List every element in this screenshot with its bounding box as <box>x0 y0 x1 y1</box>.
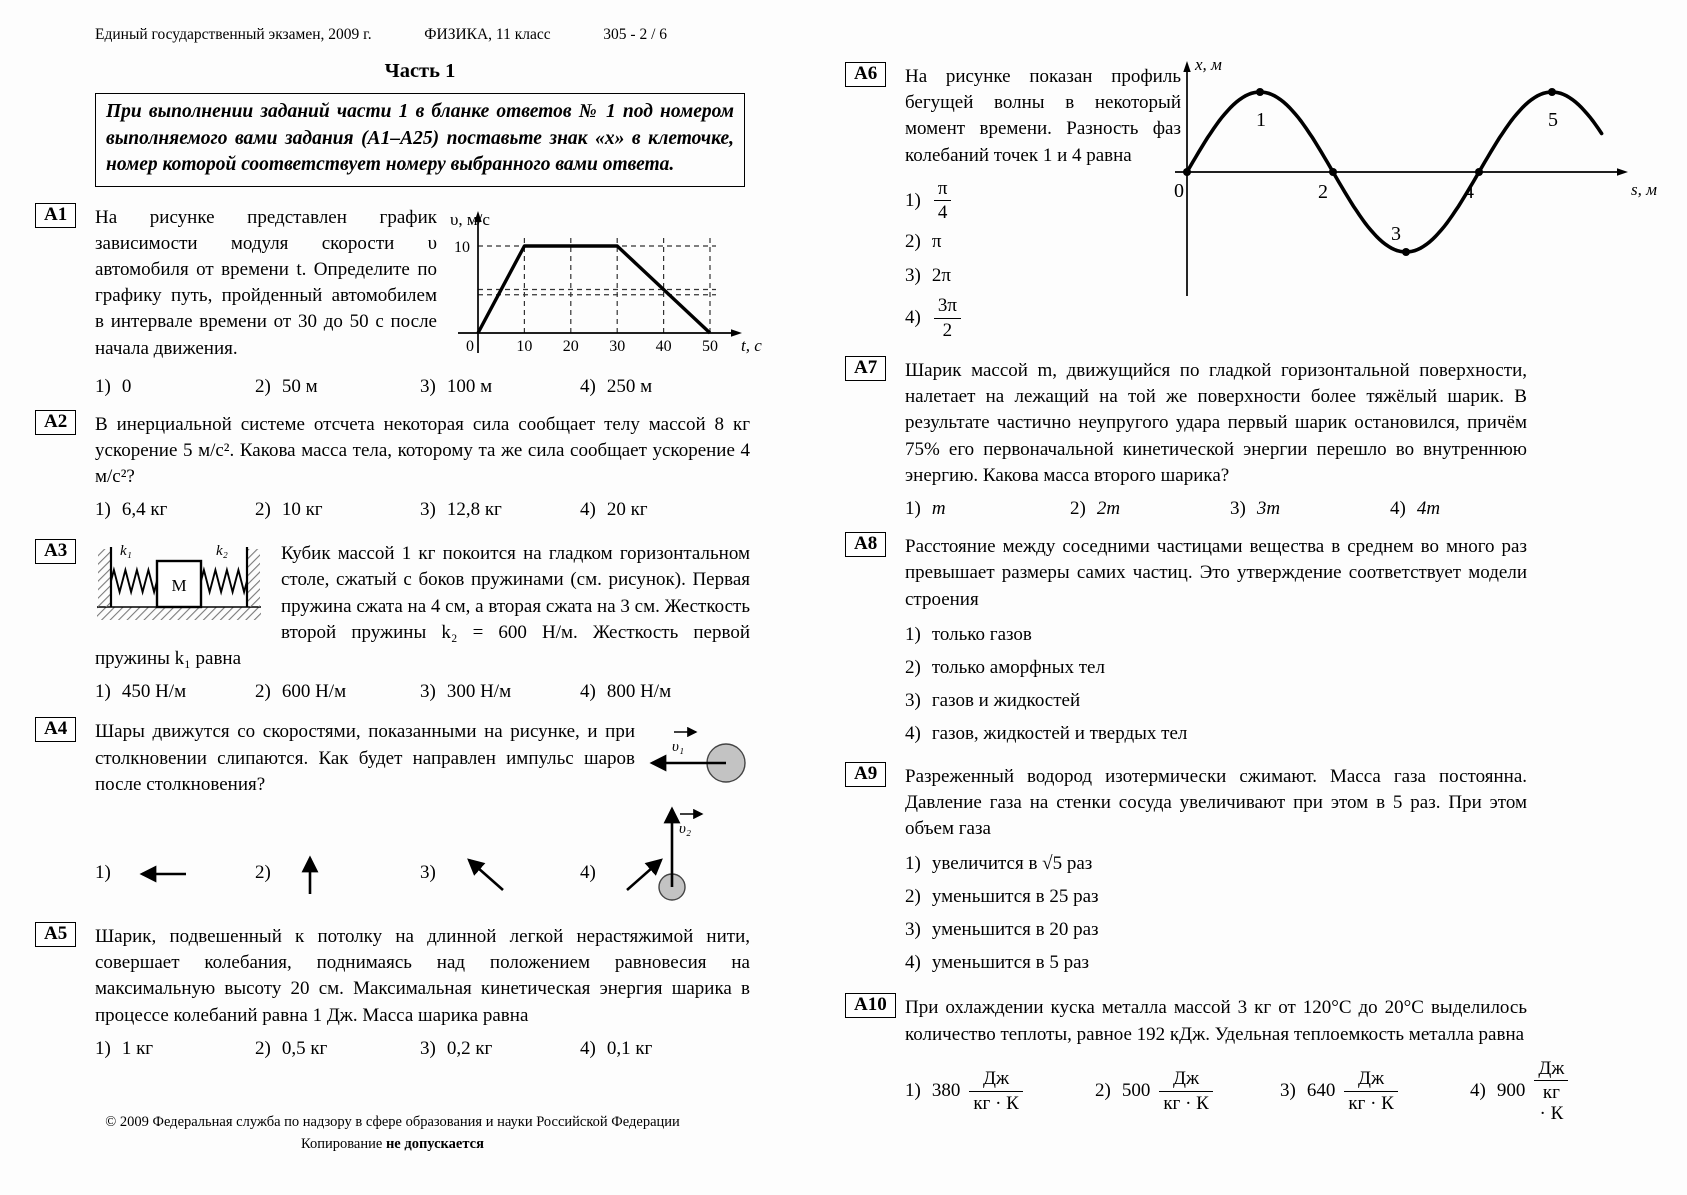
option-value: 300 Н/м <box>446 681 512 703</box>
option-key: 2) <box>255 375 271 397</box>
option-key: 1) <box>905 498 921 520</box>
option-value: 100 м <box>446 375 493 397</box>
option-value: 2π <box>931 265 951 287</box>
option-value: 0 <box>121 375 132 397</box>
svg-text:10: 10 <box>516 337 533 355</box>
question-a9 <box>845 762 1675 978</box>
question-a9-options <box>905 850 1527 977</box>
spring1-stiffness-label: k₁ <box>120 543 132 560</box>
option-key: 2) <box>1070 498 1086 520</box>
option-key: 1) <box>95 1037 111 1059</box>
option-value: газов, жидкостей и твердых тел <box>931 722 1188 744</box>
option-key: 3) <box>905 689 921 711</box>
option-key: 2) <box>905 886 921 908</box>
fraction-numerator: Дж <box>1344 1068 1398 1091</box>
option-value: 1 кг <box>121 1037 154 1059</box>
option-key: 2) <box>255 499 271 521</box>
fraction-denominator: кг · К <box>973 1092 1019 1114</box>
option-value: 800 Н/м <box>606 681 672 703</box>
option-key: 1) <box>905 1080 921 1102</box>
option-key: 3) <box>1280 1080 1296 1102</box>
question-a3-options <box>95 681 750 703</box>
question-a8 <box>845 532 1675 748</box>
option-value: уменьшится в 5 раз <box>931 952 1090 974</box>
velocity2-label: υ₂ <box>679 821 692 838</box>
question-a5-options <box>95 1038 750 1060</box>
question-a4 <box>35 717 750 896</box>
option-value: только аморфных тел <box>931 656 1105 678</box>
option-value: 450 Н/м <box>121 681 187 703</box>
question-a3-text: Кубик массой 1 кг покоится на гладком горизонтальном столе, сжатый с боков пружинами (см. рисунок). Первая пружина сжата на 4 см, а вторая сжата на 3 см. Жесткость второй пружины k₂ = 600 Н/м. Жесткость первой пружины k₁ равна <box>95 543 750 670</box>
option-value: π <box>931 231 942 253</box>
fraction-denominator: 2 <box>942 319 953 341</box>
option-value: 50 м <box>281 375 318 397</box>
svg-text:40: 40 <box>655 337 672 355</box>
option-key: 1) <box>905 189 921 211</box>
option-value: 6,4 кг <box>121 499 168 521</box>
svg-text:x, м: x, м <box>1195 55 1222 74</box>
a1-velocity-time-graph <box>448 201 778 361</box>
right-column <box>845 0 1675 1125</box>
question-a2-options <box>95 499 750 521</box>
question-a9-label: А9 <box>845 762 886 787</box>
option-value: уменьшится в 20 раз <box>931 919 1099 941</box>
option-key: 1) <box>905 853 921 875</box>
question-a4-text: Шары движутся со скоростями, показанными на рисунке, и при столкновении слипаются. Как будет направлен импульс шаров после столкновения? <box>95 721 635 795</box>
svg-text:5: 5 <box>1548 109 1558 131</box>
instruction-box: При выполнении заданий части 1 в бланке ответов № 1 под номером выполняемого вами задания (А1–А25) поставьте знак «х» в клеточке, номер которой соответствует номеру выбранного вами ответа. <box>95 93 745 187</box>
option-key: 4) <box>905 722 921 744</box>
option-value: 2m <box>1096 498 1121 520</box>
question-a5-label: А5 <box>35 922 76 947</box>
option-key: 3) <box>420 861 436 883</box>
question-a2-label: А2 <box>35 410 76 435</box>
option-value: 0,1 кг <box>606 1037 653 1059</box>
question-a10 <box>845 993 1675 1124</box>
question-a1-label: А1 <box>35 203 76 228</box>
svg-text:2: 2 <box>1318 181 1328 203</box>
option-number: 900 <box>1496 1080 1526 1102</box>
option-value: 20 кг <box>606 499 648 521</box>
option-key: 1) <box>95 499 111 521</box>
svg-text:3: 3 <box>1391 223 1401 245</box>
option-key: 1) <box>95 861 111 883</box>
fraction-denominator: 4 <box>937 202 948 224</box>
question-a1-options <box>95 376 750 398</box>
option-value: увеличится в √5 раз <box>931 853 1093 875</box>
option-key: 4) <box>580 861 596 883</box>
option-key: 2) <box>255 861 271 883</box>
option-value: 600 Н/м <box>281 681 347 703</box>
question-a7 <box>845 356 1675 520</box>
part-title: Часть 1 <box>384 60 456 82</box>
option-key: 1) <box>95 375 111 397</box>
question-a4-label: А4 <box>35 717 76 742</box>
left-arrow-icon <box>128 850 192 896</box>
fraction-denominator: кг · К <box>1539 1082 1564 1125</box>
option-key: 2) <box>255 681 271 703</box>
option-value: уменьшится в 25 раз <box>931 886 1099 908</box>
svg-text:0: 0 <box>466 337 474 355</box>
svg-text:0: 0 <box>1174 180 1184 202</box>
page-footer <box>35 1112 750 1156</box>
question-a2-text: В инерциальной системе отсчета некоторая сила сообщает телу массой 8 кг ускорение 5 м/с². Какова масса тела, которому та же сила сообщает ускорение 4 м/с²? <box>95 413 750 487</box>
option-key: 2) <box>905 656 921 678</box>
svg-text:30: 30 <box>609 337 626 355</box>
option-key: 4) <box>905 952 921 974</box>
question-a9-text: Разреженный водород изотермически сжимают. Масса газа постоянна. Давление газа на стенки сосуда увеличивают при этом в 5 раз. При этом объем газа <box>905 765 1527 840</box>
fraction-numerator: Дж <box>969 1068 1023 1091</box>
footer-copyright: © 2009 Федеральная служба по надзору в сфере образования и науки Российской Федерации <box>105 1114 680 1130</box>
fraction-numerator: π <box>934 178 952 201</box>
question-a8-label: А8 <box>845 532 886 557</box>
question-a10-label: А10 <box>845 993 896 1018</box>
option-value: 10 кг <box>281 499 323 521</box>
a3-springs-block-diagram <box>95 541 265 625</box>
up-arrow-icon <box>288 850 352 896</box>
svg-text:υ, м/с: υ, м/с <box>450 209 490 229</box>
question-a6 <box>845 55 1675 346</box>
option-key: 2) <box>255 1037 271 1059</box>
option-key: 3) <box>420 375 436 397</box>
question-a6-label: А6 <box>845 62 886 87</box>
question-a3-label: А3 <box>35 539 76 564</box>
svg-text:20: 20 <box>562 337 579 355</box>
option-key: 3) <box>420 1037 436 1059</box>
header-subject: ФИЗИКА, 11 класс <box>424 26 551 43</box>
option-number: 500 <box>1121 1080 1151 1102</box>
fraction-numerator: Дж <box>1534 1058 1568 1081</box>
a4-balls-velocity-diagram <box>626 719 756 901</box>
option-key: 1) <box>95 681 111 703</box>
option-value: 12,8 кг <box>446 499 502 521</box>
velocity1-label: υ₁ <box>672 739 685 756</box>
question-a1-text: На рисунке представлен график зависимости модуля скорости υ автомобиля от времени t. Определите по графику путь, пройденный автомобилем в интервале времени от 30 до 50 с после начала движения. <box>95 206 437 359</box>
footer-copy-notice-bold: не допускается <box>385 1135 484 1152</box>
option-key: 3) <box>420 681 436 703</box>
option-key: 4) <box>580 499 596 521</box>
option-key: 4) <box>580 375 596 397</box>
fraction-denominator: кг · К <box>1163 1092 1209 1114</box>
option-key: 3) <box>420 499 436 521</box>
option-value: 0,2 кг <box>446 1037 493 1059</box>
svg-text:50: 50 <box>702 337 718 355</box>
question-a5-text: Шарик, подвешенный к потолку на длинной легкой нерастяжимой нити, совершает колебания, поднимаясь над положением равновесия на максимальную высоту 20 см. Максимальная кинетическая энергия шарика в процессе колебаний равна 1 Дж. Масса шарика равна <box>95 925 750 1026</box>
option-value: газов и жидкостей <box>931 689 1081 711</box>
block-mass-label: М <box>171 576 187 596</box>
option-key: 1) <box>905 623 921 645</box>
option-key: 2) <box>905 231 921 253</box>
svg-text:1: 1 <box>1256 109 1266 131</box>
question-a6-text: На рисунке показан профиль бегущей волны в некоторый момент времени. Разность фаз колебаний точек 1 и 4 равна <box>905 66 1181 166</box>
svg-text:t, с: t, с <box>741 335 762 355</box>
option-key: 3) <box>905 919 921 941</box>
option-number: 380 <box>931 1080 961 1102</box>
option-key: 3) <box>905 265 921 287</box>
question-a2 <box>35 410 750 522</box>
question-a8-options <box>905 621 1527 748</box>
question-a8-text: Расстояние между соседними частицами вещества в среднем во много раз превышает размеры самих частиц. Это утверждение соответствует модели строения <box>905 536 1527 610</box>
option-value: 3m <box>1256 498 1281 520</box>
question-a5 <box>35 922 750 1060</box>
page-header <box>95 26 667 44</box>
a6-wave-profile-graph <box>1171 50 1671 302</box>
option-value: 0,5 кг <box>281 1037 328 1059</box>
up-left-arrow-icon <box>453 850 517 896</box>
left-column <box>35 0 762 1060</box>
question-a1 <box>35 203 762 398</box>
question-a10-text: При охлаждении куска металла массой 3 кг от 120°С до 20°С выделилось количество теплоты, равное 192 кДж. Удельная теплоемкость металла равна <box>905 997 1527 1045</box>
option-key: 4) <box>905 307 921 329</box>
question-a7-text: Шарик массой m, движущийся по гладкой горизонтальной поверхности, налетает на лежащий на той же поверхности более тяжёлый шарик. В результате частично неупругого удара первый шарик остановился, причём 75% его первоначальной кинетической энергии перешло во внутреннюю энергию. Какова масса второго шарика? <box>905 360 1527 486</box>
svg-text:s, м: s, м <box>1631 180 1657 199</box>
fraction-denominator: кг · К <box>1348 1092 1394 1114</box>
footer-copy-notice: Копирование <box>301 1135 386 1152</box>
header-exam-title: Единый государственный экзамен, 2009 г. <box>95 26 372 43</box>
option-value: только газов <box>931 623 1032 645</box>
spring2-stiffness-label: k₂ <box>216 543 228 560</box>
option-value: 250 м <box>606 375 653 397</box>
question-a7-label: А7 <box>845 356 886 381</box>
question-a7-options <box>905 498 1527 520</box>
option-value: m <box>931 498 946 520</box>
option-value: 4m <box>1416 498 1441 520</box>
fraction-numerator: 3π <box>934 295 961 318</box>
option-number: 640 <box>1306 1080 1336 1102</box>
question-a3 <box>35 539 750 703</box>
option-key: 4) <box>1390 498 1406 520</box>
option-key: 4) <box>580 1037 596 1059</box>
fraction-numerator: Дж <box>1159 1068 1213 1091</box>
option-key: 2) <box>1095 1080 1111 1102</box>
header-page-number: 305 - 2 / 6 <box>603 26 667 43</box>
svg-text:10: 10 <box>454 238 470 256</box>
option-key: 3) <box>1230 498 1246 520</box>
option-key: 4) <box>580 681 596 703</box>
svg-text:4: 4 <box>1464 181 1474 203</box>
option-key: 4) <box>1470 1080 1486 1102</box>
